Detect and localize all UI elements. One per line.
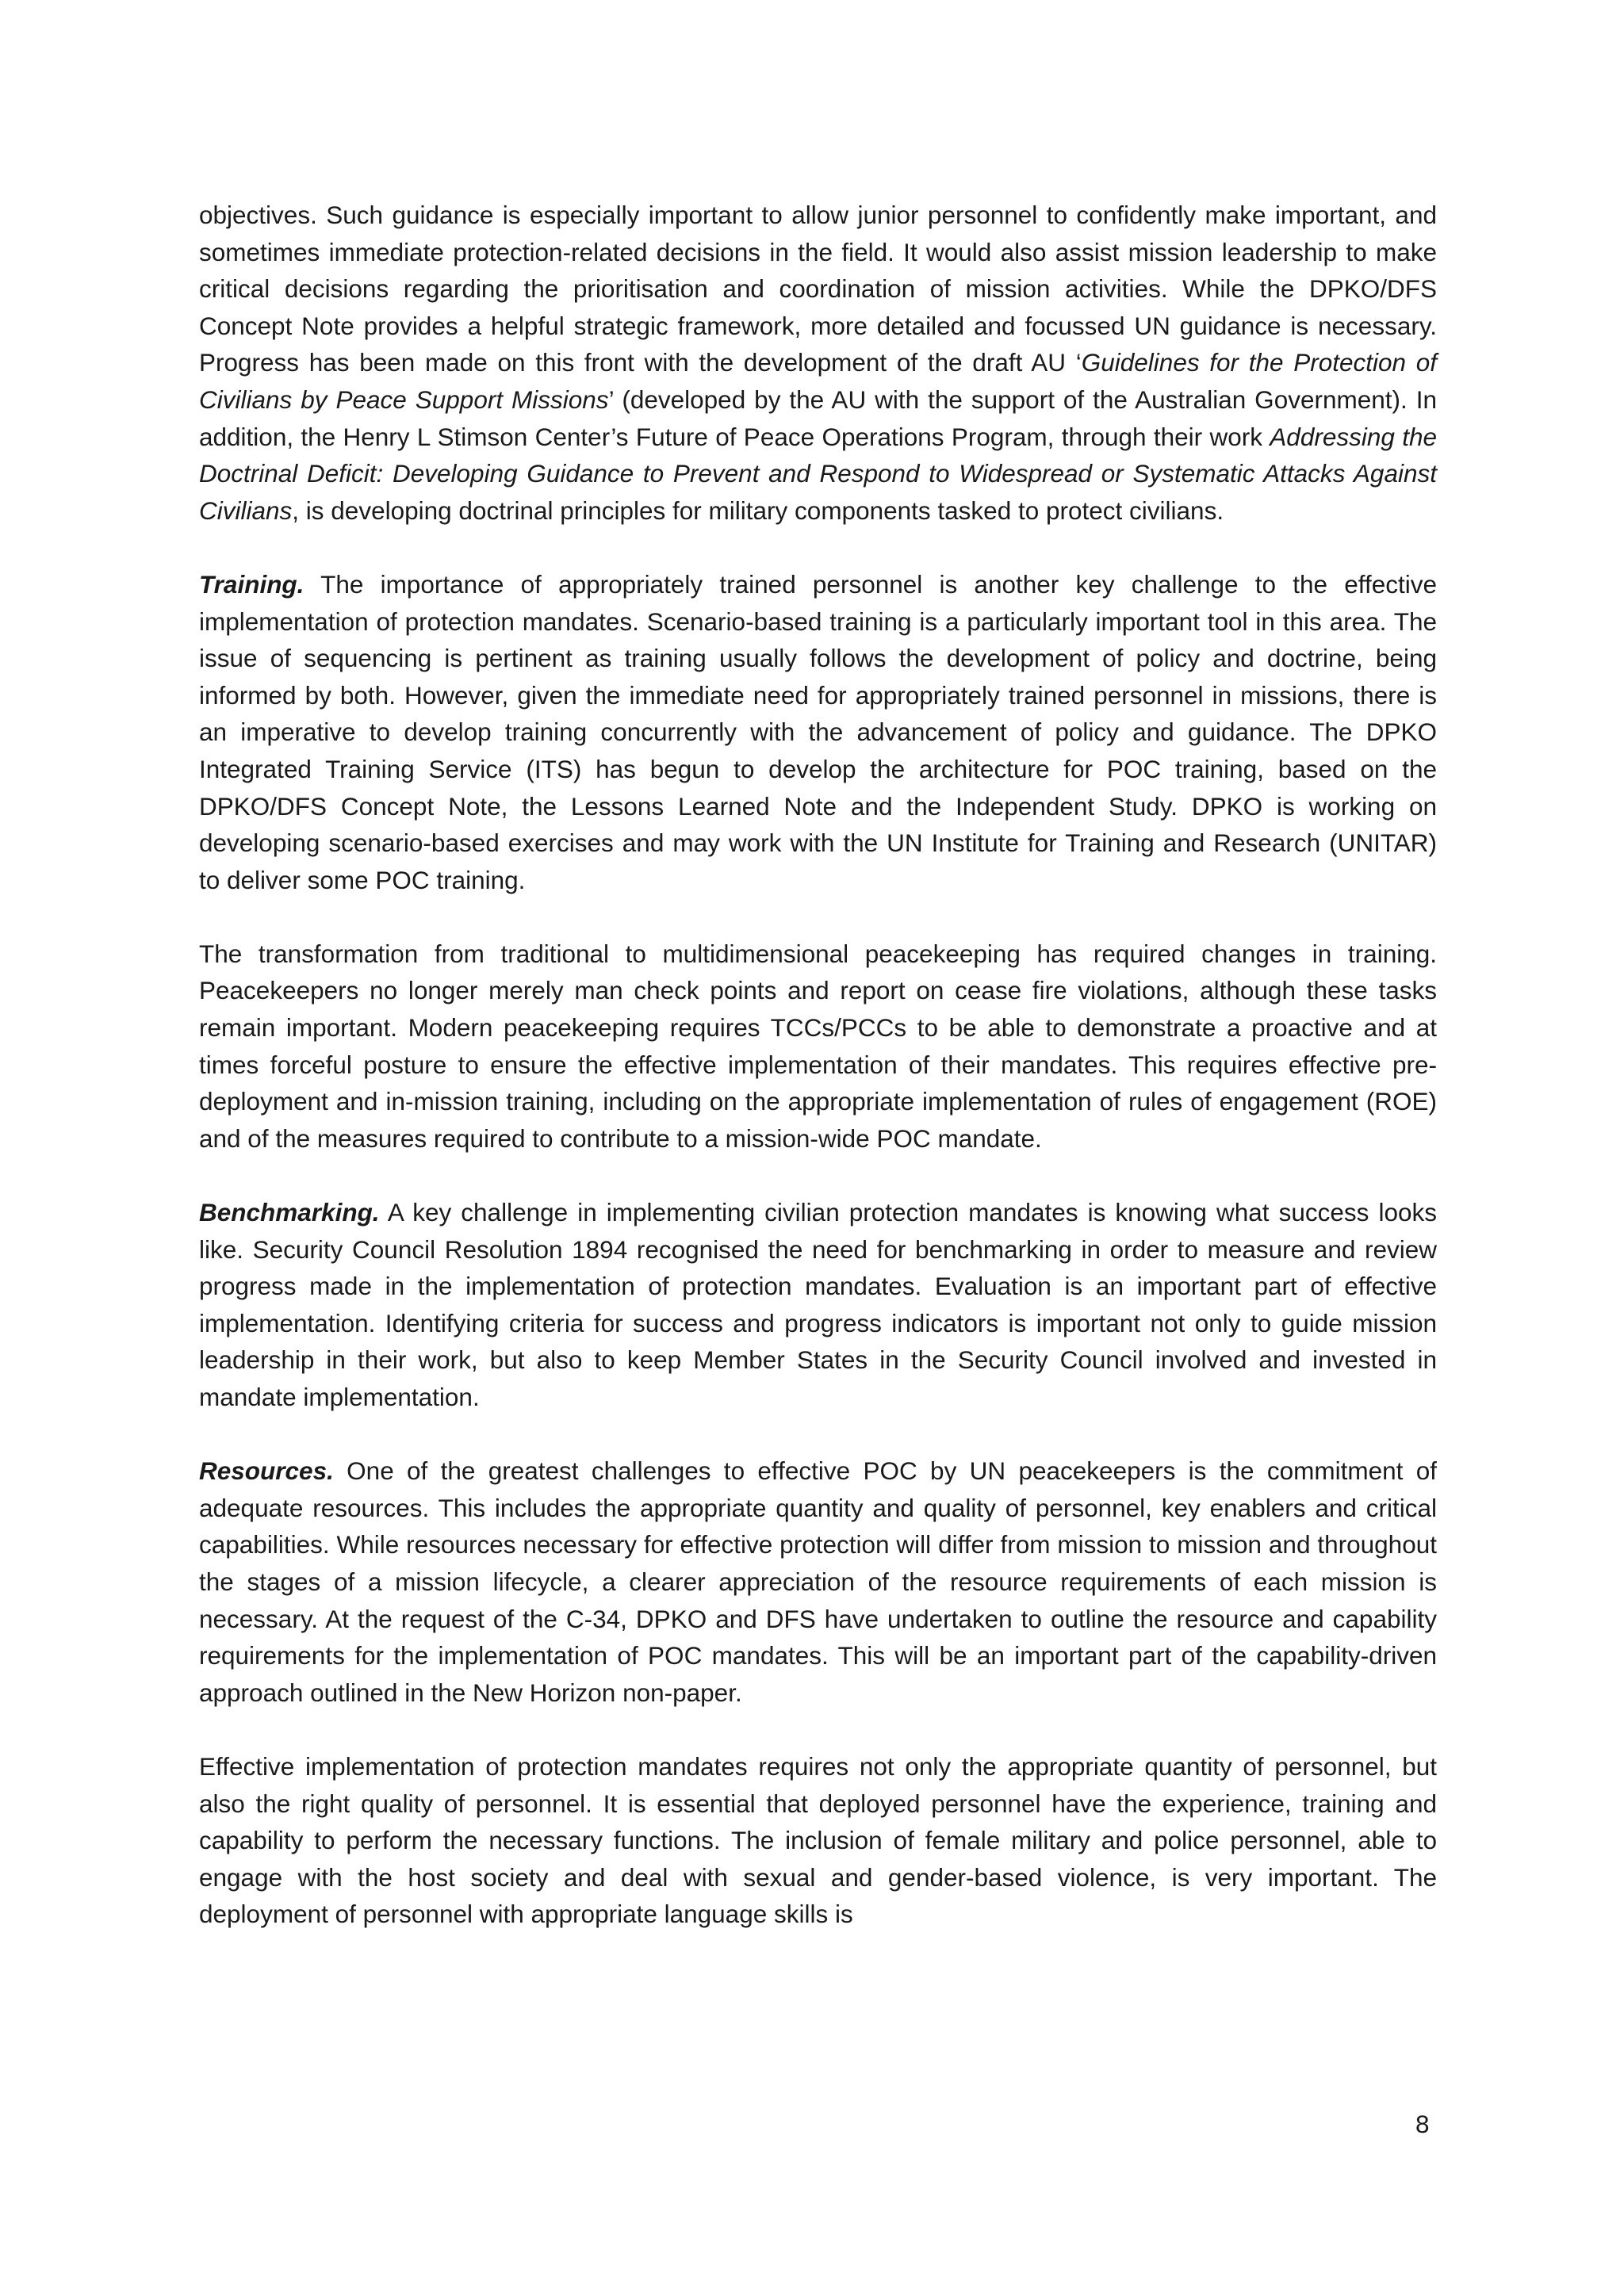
paragraph-text: Effective implementation of protection mandates requires not only the appropriate quantity of personnel, but also the right quality of personnel. It is essential that deployed personnel have the experience, training and capability to perform the necessary functions. The inclusion of female military and police personnel, able to engage with the host society and deal with sexual and gender-based violence, is very important. The deployment of personnel with appropriate language skills is xyxy=(199,1751,1437,1929)
paragraph-text: ’ (developed by the AU with the support of the Australian Government). In addition, the Henry L Stimson Center’s Future of Peace Operations Program, through their work xyxy=(199,385,1437,451)
paragraph-personnel-quality xyxy=(199,1748,1437,1933)
section-heading-resources: Resources. xyxy=(199,1456,334,1486)
section-heading-benchmarking: Benchmarking. xyxy=(199,1198,380,1227)
paragraph-text: , is developing doctrinal principles for military components tasked to protect civilians. xyxy=(292,496,1224,525)
paragraph-text: A key challenge in implementing civilian protection mandates is knowing what success looks like. Security Council Resolution 1894 recognised the need for benchmarking in order to measure and review progress made in the implementation of protection mandates. Evaluation is an important part of effective implementation. Identifying criteria for success and progress indicators is important not only to guide mission leadership in their work, but also to keep Member States in the Security Council involved and invested in mandate implementation. xyxy=(199,1198,1437,1411)
paragraph-text: objectives. Such guidance is especially important to allow junior personnel to confidently make important, and sometimes immediate protection-related decisions in the field. It would also assist mission leadership to make critical decisions regarding the prioritisation and coordination of mission activities. While the DPKO/DFS Concept Note provides a helpful strategic framework, more detailed and focussed UN guidance is necessary. Progress has been made on this front with the development of the draft AU ‘ xyxy=(199,201,1437,377)
page-number: 8 xyxy=(1415,2110,1430,2138)
paragraph-text: The importance of appropriately trained personnel is another key challenge to the effective implementation of protection mandates. Scenario-based training is a particularly important tool in this area. The issue of sequencing is pertinent as training usually follows the development of policy and doctrine, being informed by both. However, given the immediate need for appropriately trained personnel in missions, there is an imperative to develop training concurrently with the advancement of policy and guidance. The DPKO Integrated Training Service (ITS) has begun to develop the architecture for POC training, based on the DPKO/DFS Concept Note, the Lessons Learned Note and the Independent Study. DPKO is working on developing scenario-based exercises and may work with the UN Institute for Training and Research (UNITAR) to deliver some POC training. xyxy=(199,569,1437,894)
guidelines-title: Guidelines for the Protection of Civilians by Peace Support Missions xyxy=(199,348,1437,414)
paragraph-transformation xyxy=(199,936,1437,1158)
stimson-work-title: Addressing the Doctrinal Deficit: Developing Guidance to Prevent and Respond to Widespread or Systematic Attacks Against Civilians xyxy=(199,422,1437,525)
paragraph-benchmarking xyxy=(199,1194,1437,1416)
document-body xyxy=(199,197,1437,1933)
paragraph-guidance xyxy=(199,197,1437,529)
paragraph-text: One of the greatest challenges to effective POC by UN peacekeepers is the commitment of adequate resources. This includes the appropriate quantity and quality of personnel, key enablers and critical capabilities. While resources necessary for effective protection will differ from mission to mission and throughout the stages of a mission lifecycle, a clearer appreciation of the resource requirements of each mission is necessary. At the request of the C-34, DPKO and DFS have undertaken to outline the resource and capability requirements for the implementation of POC mandates. This will be an important part of the capability-driven approach outlined in the New Horizon non-paper. xyxy=(199,1456,1437,1707)
section-heading-training: Training. xyxy=(199,569,304,599)
paragraph-resources xyxy=(199,1452,1437,1711)
paragraph-training xyxy=(199,566,1437,898)
paragraph-text: The transformation from traditional to multidimensional peacekeeping has required changes in training. Peacekeepers no longer merely man check points and report on cease fire violations, although these tasks remain important. Modern peacekeeping requires TCCs/PCCs to be able to demonstrate a proactive and at times forceful posture to ensure the effective implementation of their mandates. This requires effective pre-deployment and in-mission training, including on the appropriate implementation of rules of engagement (ROE) and of the measures required to contribute to a mission-wide POC mandate. xyxy=(199,939,1437,1153)
